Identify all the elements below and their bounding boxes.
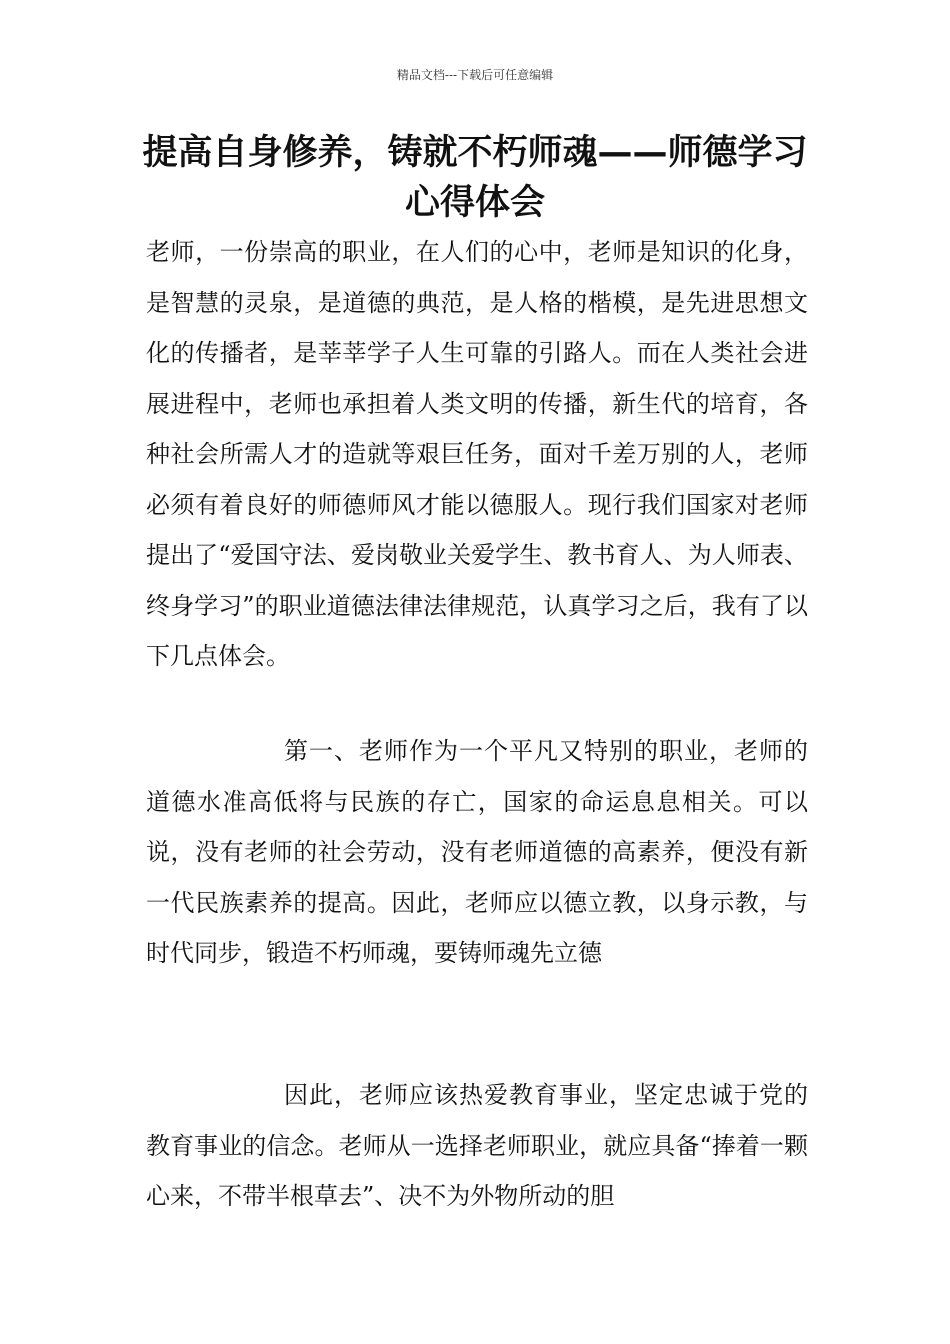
paragraph-therefore: 因此，老师应该热爱教育事业，坚定忠诚于党的教育事业的信念。老师从一选择老师职业，就应具备“捧着一颗心来，不带半根草去”、决不为外物所动的胆 bbox=[146, 1081, 808, 1210]
page-header-note: 精品文档---下载后可任意编辑 bbox=[396, 68, 554, 82]
paragraph-intro: 老师，一份崇高的职业，在人们的心中，老师是知识的化身，是智慧的灵泉，是道德的典范，是人格的楷模，是先进思想文化的传播者，是莘莘学子人生可靠的引路人。而在人类社会进展进程中，老师也承担着人类文明的传播，新生代的培育，各种社会所需人才的造就等艰巨任务，面对千差万别的人，老师必须有着良好的师德师风才能以德服人。现行我们国家对老师提出了“爱国守法、爱岗敬业关爱学生、教书育人、为人师表、终身学习”的职业道德法律法律规范，认真学习之后，我有了以下几点体会。 bbox=[146, 238, 808, 670]
paragraph-first-point: 第一、老师作为一个平凡又特别的职业，老师的道德水准高低将与民族的存亡，国家的命运息息相关。可以说，没有老师的社会劳动，没有老师道德的高素养，便没有新一代民族素养的提高。因此，老师应以德立教，以身示教，与时代同步，锻造不朽师魂，要铸师魂先立德 bbox=[146, 737, 808, 967]
document-title: 提高自身修养，铸就不朽师魂——师德学习心得体会 bbox=[142, 133, 808, 223]
